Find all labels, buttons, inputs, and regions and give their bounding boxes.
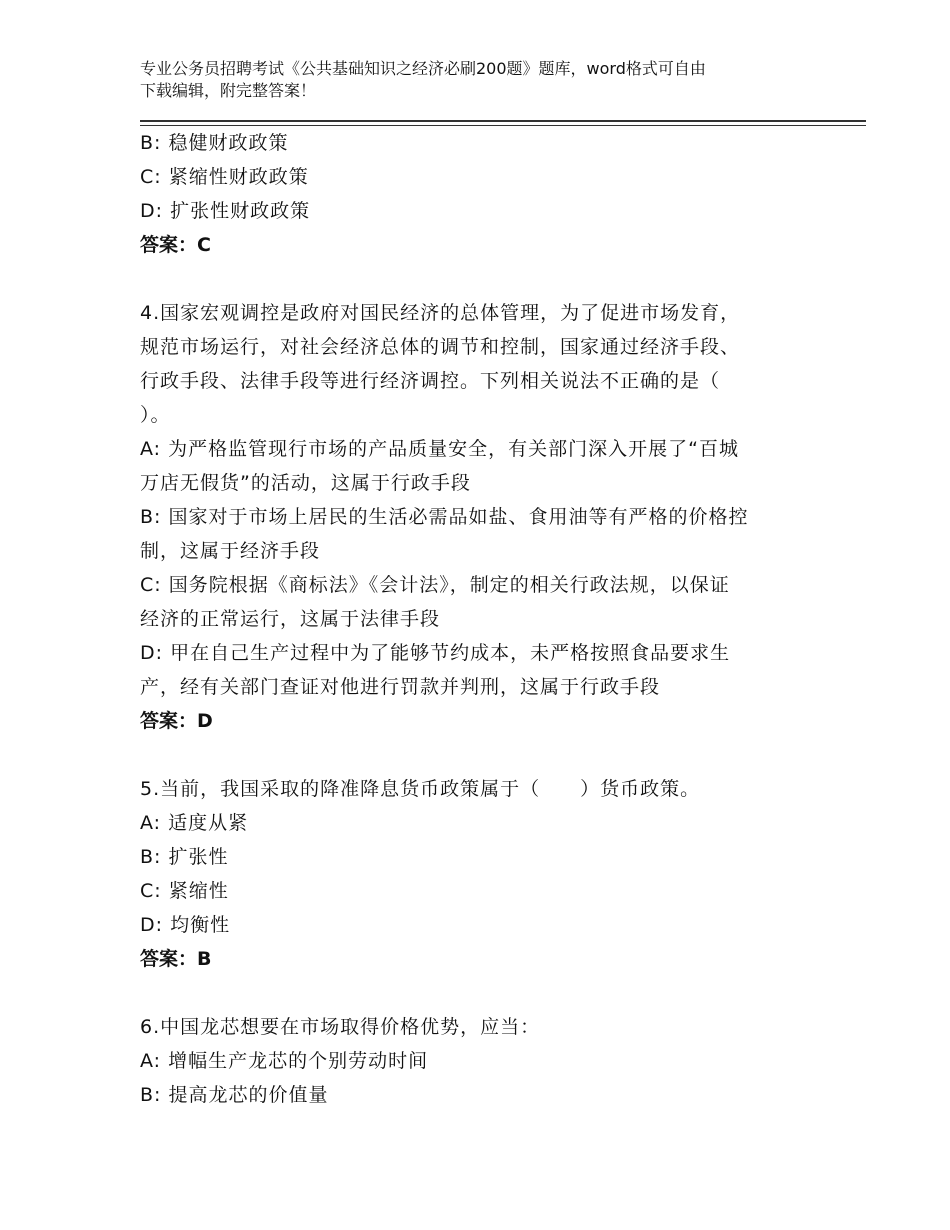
spacer xyxy=(140,738,820,772)
question-5 xyxy=(140,772,820,976)
answer: 答案：B xyxy=(140,948,212,970)
option-b: B: 稳健财政政策 xyxy=(140,132,289,154)
question-stem: 4.国家宏观调控是政府对国民经济的总体管理，为了促进市场发育， xyxy=(140,302,741,324)
option-a: 万店无假货”的活动，这属于行政手段 xyxy=(140,472,471,494)
option-c: C: 紧缩性 xyxy=(140,880,229,902)
option-c: C: 紧缩性财政政策 xyxy=(140,166,309,188)
question-stem: 行政手段、法律手段等进行经济调控。下列相关说法不正确的是（ xyxy=(140,370,721,392)
question-4 xyxy=(140,296,820,738)
option-a: A: 增幅生产龙芯的个别劳动时间 xyxy=(140,1050,429,1072)
question-stem: 规范市场运行，对社会经济总体的调节和控制，国家通过经济手段、 xyxy=(140,336,741,358)
question-content xyxy=(140,126,820,1112)
option-b: B: 提高龙芯的价值量 xyxy=(140,1084,329,1106)
option-d: D: 均衡性 xyxy=(140,914,231,936)
answer: 答案：C xyxy=(140,234,211,256)
option-a: A: 适度从紧 xyxy=(140,812,249,834)
header-line-1: 专业公务员招聘考试《公共基础知识之经济必刷200题》题库，word格式可自由 xyxy=(140,59,706,78)
question-stem: ）。 xyxy=(140,404,171,426)
option-c: 经济的正常运行，这属于法律手段 xyxy=(140,608,441,630)
spacer xyxy=(140,262,820,296)
header-line-2: 下载编辑，附完整答案！ xyxy=(140,81,317,100)
header-rule-thick xyxy=(140,120,866,122)
option-d: D: 扩张性财政政策 xyxy=(140,200,311,222)
question-6 xyxy=(140,1010,820,1112)
question-stem: 5.当前，我国采取的降准降息货币政策属于（ ）货币政策。 xyxy=(140,778,701,800)
page-header xyxy=(140,58,840,102)
option-b: 制，这属于经济手段 xyxy=(140,540,321,562)
option-b: B: 扩张性 xyxy=(140,846,229,868)
option-c: C: 国务院根据《商标法》《会计法》，制定的相关行政法规，以保证 xyxy=(140,574,730,596)
option-d: 产，经有关部门查证对他进行罚款并判刑，这属于行政手段 xyxy=(140,676,661,698)
spacer xyxy=(140,976,820,1010)
question-stem: 6.中国龙芯想要在市场取得价格优势，应当： xyxy=(140,1016,541,1038)
option-b: B: 国家对于市场上居民的生活必需品如盐、食用油等有严格的价格控 xyxy=(140,506,749,528)
option-d: D: 甲在自己生产过程中为了能够节约成本，未严格按照食品要求生 xyxy=(140,642,731,664)
question-3-tail xyxy=(140,126,820,262)
answer: 答案：D xyxy=(140,710,213,732)
option-a: A: 为严格监管现行市场的产品质量安全，有关部门深入开展了“百城 xyxy=(140,438,739,460)
